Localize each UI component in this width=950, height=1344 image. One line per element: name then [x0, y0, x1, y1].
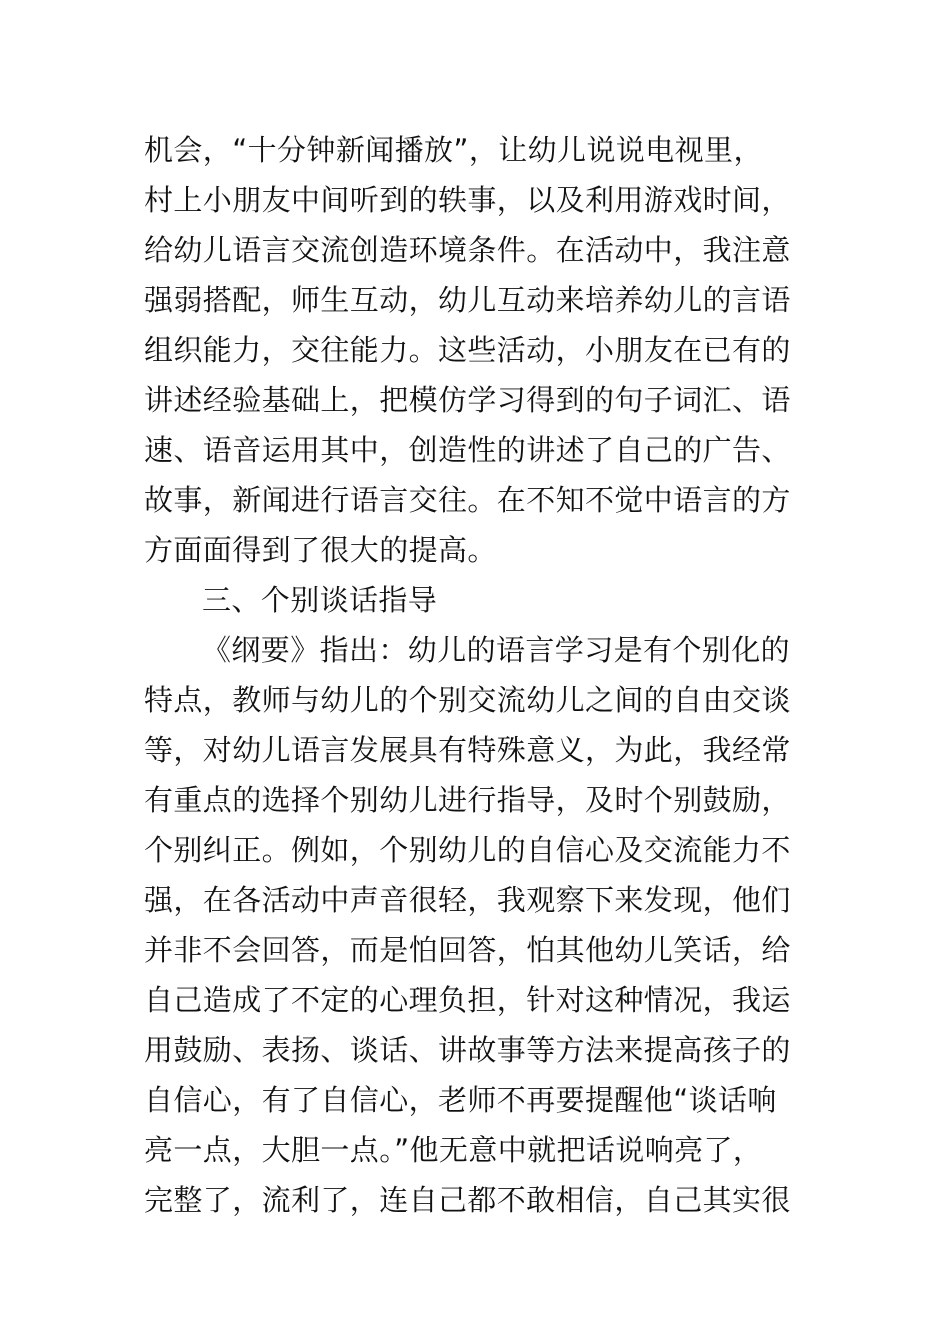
text-line: 方面面得到了很大的提高。: [144, 533, 497, 567]
text-line: 讲述经验基础上，把模仿学习得到的句子词汇、语: [144, 383, 791, 417]
text-line: 用鼓励、表扬、谈话、讲故事等方法来提高孩子的: [144, 1033, 791, 1067]
text-line: 强，在各活动中声音很轻，我观察下来发现，他们: [144, 883, 791, 917]
text-line: 亮一点，大胆一点。”他无意中就把话说响亮了，: [144, 1133, 763, 1167]
text-line: 强弱搭配，师生互动，幼儿互动来培养幼儿的言语: [144, 283, 791, 317]
text-line: 故事，新闻进行语言交往。在不知不觉中语言的方: [144, 483, 791, 517]
text-line: 有重点的选择个别幼儿进行指导，及时个别鼓励，: [144, 783, 791, 817]
text-line: 完整了，流利了，连自己都不敢相信，自己其实很: [144, 1183, 791, 1217]
paragraph-start-line: 《纲要》指出：幼儿的语言学习是有个别化的: [202, 633, 791, 667]
text-line: 特点，教师与幼儿的个别交流幼儿之间的自由交谈: [144, 683, 791, 717]
text-line: 组织能力，交往能力。这些活动，小朋友在已有的: [144, 333, 791, 367]
text-line: 自信心，有了自信心，老师不再要提醒他“谈话响: [144, 1083, 777, 1117]
text-line: 个别纠正。例如，个别幼儿的自信心及交流能力不: [144, 833, 791, 867]
text-line: 自己造成了不定的心理负担，针对这种情况，我运: [144, 983, 791, 1017]
text-line: 等，对幼儿语言发展具有特殊意义，为此，我经常: [144, 733, 791, 767]
text-line: 并非不会回答，而是怕回答，怕其他幼儿笑话，给: [144, 933, 791, 967]
text-line: 给幼儿语言交流创造环境条件。在活动中，我注意: [144, 233, 791, 267]
text-line: 村上小朋友中间听到的轶事，以及利用游戏时间，: [144, 183, 791, 217]
body-text: [144, 125, 804, 1225]
text-line: 机会，“十分钟新闻播放”，让幼儿说说电视里，: [144, 133, 763, 167]
section-heading: 三、个别谈话指导: [202, 583, 438, 617]
text-line: 速、语音运用其中，创造性的讲述了自己的广告、: [144, 433, 791, 467]
